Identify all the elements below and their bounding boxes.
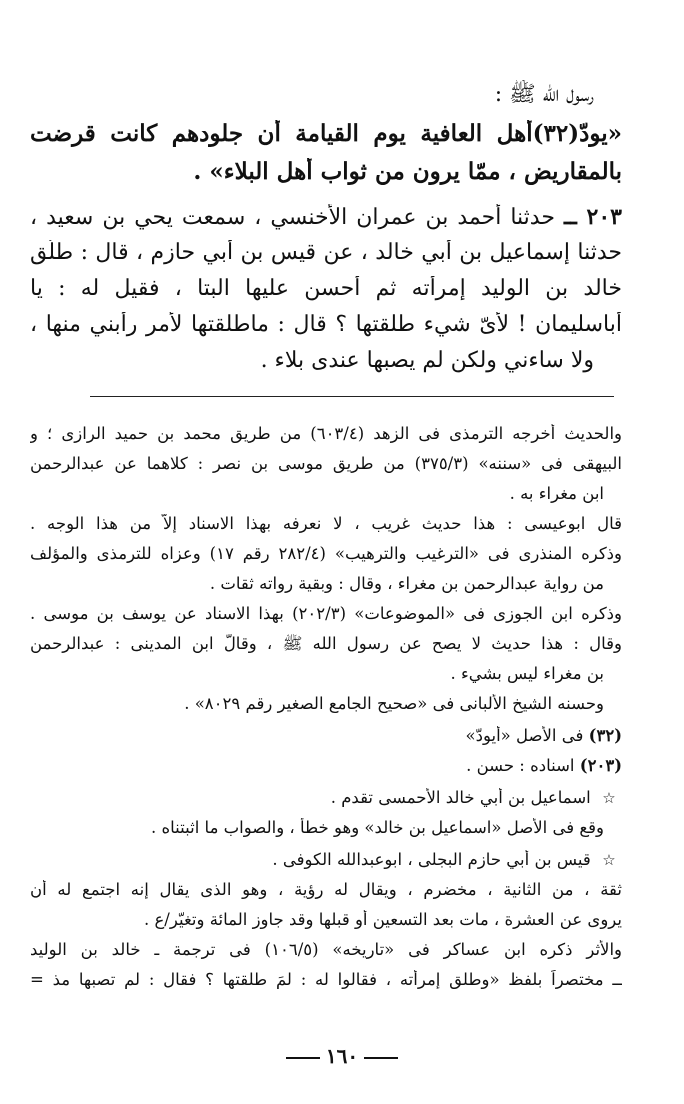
page-number [0, 1044, 684, 1068]
tail-line-4: ــ مختصراً بلفظ «وطلق إمرأته ، فقالوا له : لمَ طلقتها ؟ فقال : لم تصبها مذ = [30, 970, 622, 989]
footnote-line-5: وذكره المنذرى فى «الترغيب والترهيب» (٢٨٢/٤ رقم ١٧) وعزاه للترمذى والمؤلف [30, 544, 622, 563]
hadith-line-2: بالمقاريض ، ممّا يرون من ثواب أهل البلاء» . [193, 158, 622, 185]
star-icon: ☆ [602, 851, 616, 869]
page-number-dash-right [364, 1057, 398, 1059]
narration-line-4: أباسليمان ! لأىّ شيء طلقتها ؟ قال : ماطلقتها لأمر رأبني منها ، [30, 312, 622, 337]
tail-line-3: والأثر ذكره ابن عساكر فى «تاريخه» (١٠٦/٥) فى ترجمة ـ خالد بن الوليد [30, 940, 622, 959]
note-32-text: فى الأصل «أيودّ» [465, 726, 584, 745]
narration-line-1 [30, 204, 622, 230]
hadith-line-1: «يودّ(٣٢)أهل العافية يوم القيامة أن جلودهم كانت قرضت [30, 120, 622, 147]
footnote-line-7: وذكره ابن الجوزى فى «الموضوعات» (٢٠٢/٣) بهذا الاسناد عن يوسف بن موسى . [30, 604, 622, 623]
star-note-2 [30, 850, 622, 869]
narration-number: ٢٠٣ ــ [563, 204, 622, 230]
star-note-1-continuation: وقع فى الأصل «اسماعيل بن خالد» وهو خطأ ، والصواب ما اثبتناه . [151, 818, 604, 837]
narration-line-2: حدثنا إسماعيل بن أبي خالد ، عن قيس بن أبي حازم ، قال : طلّق [30, 240, 622, 265]
tail-line-1: ثقة ، من الثانية ، مخضرم ، ويقال له رؤية ، وهو الذى يقال إنه اجتمع له أن [30, 880, 622, 899]
star-note-1 [30, 788, 622, 807]
footnote-line-2: البيهقى فى «سننه» (٣٧٥/٣) من طريق موسى بن نصر : كلاهما عن عبدالرحمن [30, 454, 622, 473]
star-icon: ☆ [602, 789, 616, 807]
footnote-line-4: قال ابوعيسى : هذا حديث غريب ، لا نعرفه بهذا الاسناد إلاّ من هذا الوجه . [30, 514, 622, 533]
narration-text-1: حدثنا أحمد بن عمران الأخنسي ، سمعت يحي بن سعيد ، [30, 205, 555, 230]
footnote-line-3: ابن مغراء به . [509, 484, 604, 503]
footnote-divider [90, 396, 614, 397]
page-number-text: ١٦٠ [325, 1044, 359, 1068]
footnote-line-9: بن مغراء ليس بشيء . [450, 664, 604, 683]
footnote-line-8: وقال : هذا حديث لا يصح عن رسول الله ﷺ ، وقالّ ابن المدينى : عبدالرحمن [30, 634, 622, 653]
star-note-1-text: اسماعيل بن أبي خالد الأحمسى تقدم . [330, 788, 591, 807]
header-line: رسول الله ﷺ : [494, 82, 594, 107]
narration-line-5: ولا ساءني ولكن لم يصبها عندى بلاء . [260, 348, 594, 373]
narration-line-3: خالد بن الوليد إمرأته ثم أحسن عليها البتا ، فقيل له : يا [30, 276, 622, 301]
note-203-text: اسناده : حسن . [466, 756, 575, 775]
footnote-line-1: والحديث أخرجه الترمذى فى الزهد (٦٠٣/٤) من طريق محمد بن حميد الرازى ؛ و [30, 424, 622, 443]
star-note-2-text: قيس بن أبي حازم البجلى ، ابوعبدالله الكوفى . [272, 850, 591, 869]
note-32 [30, 726, 622, 745]
tail-line-2: يروى عن العشرة ، مات بعد التسعين أو قبلها وقد جاوز المائة وتغيّر/ع . [143, 910, 622, 929]
footnote-line-10: وحسنه الشيخ الألبانى فى «صحيح الجامع الصغير رقم ٨٠٢٩» . [184, 694, 604, 713]
note-203-ref: (٢٠٣) [579, 756, 622, 775]
note-32-ref: (٣٢) [588, 726, 622, 745]
page-number-dash-left [286, 1057, 320, 1059]
note-203 [30, 756, 622, 775]
footnote-line-6: من رواية عبدالرحمن بن مغراء ، وقال : وبقية رواته ثقات . [209, 574, 604, 593]
